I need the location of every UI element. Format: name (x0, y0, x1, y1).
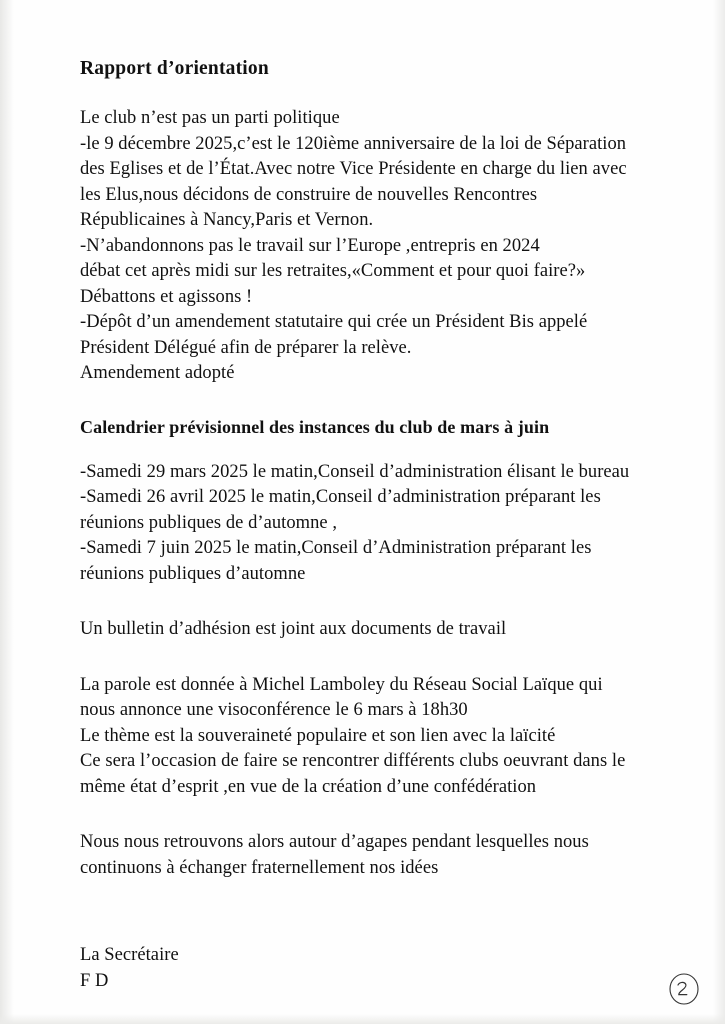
speech-line: Ce sera l’occasion de faire se rencontrer différents clubs oeuvrant dans le (80, 751, 626, 771)
speech-block (80, 673, 680, 801)
spacer (80, 587, 680, 617)
calendar-line: réunions publiques d’automne (80, 563, 306, 584)
intro-line: Républicaines à Nancy,Paris et Vernon. (80, 210, 374, 230)
intro-line: Débattons et agissons ! (80, 286, 253, 307)
closing-block (80, 830, 680, 881)
intro-line: Président Délégué afin de préparer la relève. (80, 337, 412, 358)
calendar-line: -Samedi 26 avril 2025 le matin,Conseil d’administration préparant les (80, 487, 601, 507)
scan-edge-left (0, 0, 14, 1024)
spacer (80, 643, 680, 673)
speech-line: Le thème est la souveraineté populaire et son lien avec la laïcité (80, 725, 556, 746)
signature-block (80, 943, 680, 994)
calendar-line: -Samedi 29 mars 2025 le matin,Conseil d’administration élisant le bureau (80, 461, 630, 482)
bulletin-line: Un bulletin d’adhésion est joint aux documents de travail (80, 619, 507, 639)
scan-edge-bottom (0, 1014, 725, 1024)
page-title: Rapport d’orientation (80, 58, 269, 79)
calendar-heading: Calendrier prévisionnel des instances du club de mars à juin (80, 416, 550, 437)
intro-line: -N’abandonnons pas le travail sur l’Europe ,entrepris en 2024 (80, 235, 540, 256)
spacer (80, 921, 680, 943)
handwritten-page-number (667, 972, 701, 1006)
calendar-line: -Samedi 7 juin 2025 le matin,Conseil d’Administration préparant les (80, 538, 592, 558)
intro-line: Le club n’est pas un parti politique (80, 108, 340, 128)
intro-line: les Elus,nous décidons de construire de nouvelles Rencontres (80, 184, 538, 205)
spacer (80, 800, 680, 830)
calendar-block (80, 460, 680, 588)
intro-line: débat cet après midi sur les retraites,«Comment et pour quoi faire?» (80, 261, 586, 281)
spacer (80, 438, 680, 460)
closing-line: Nous nous retrouvons alors autour d’agapes pendant lesquelles nous (80, 832, 589, 852)
intro-line: des Eglises et de l’État.Avec notre Vice Présidente en charge du lien avec (80, 159, 627, 179)
intro-line: -Dépôt d’un amendement statutaire qui crée un Président Bis appelé (80, 312, 588, 332)
signature-initials: F D (80, 970, 109, 991)
intro-block (80, 106, 680, 387)
speech-line: nous annonce une visoconférence le 6 mars à 18h30 (80, 700, 468, 720)
spacer (80, 387, 680, 417)
scan-edge-right (713, 0, 725, 1024)
intro-line: Amendement adopté (80, 363, 235, 383)
intro-line: -le 9 décembre 2025,c’est le 120ième anniversaire de la loi de Séparation (80, 133, 627, 154)
calendar-line: réunions publiques de d’automne , (80, 512, 338, 533)
spacer (80, 881, 680, 921)
signature-role: La Secrétaire (80, 945, 179, 965)
closing-line: continuons à échanger fraternellement nos idées (80, 857, 439, 878)
document-body (80, 58, 680, 994)
speech-line: même état d’esprit ,en vue de la création d’une confédération (80, 776, 537, 797)
speech-line: La parole est donnée à Michel Lamboley du Réseau Social Laïque qui (80, 674, 603, 695)
